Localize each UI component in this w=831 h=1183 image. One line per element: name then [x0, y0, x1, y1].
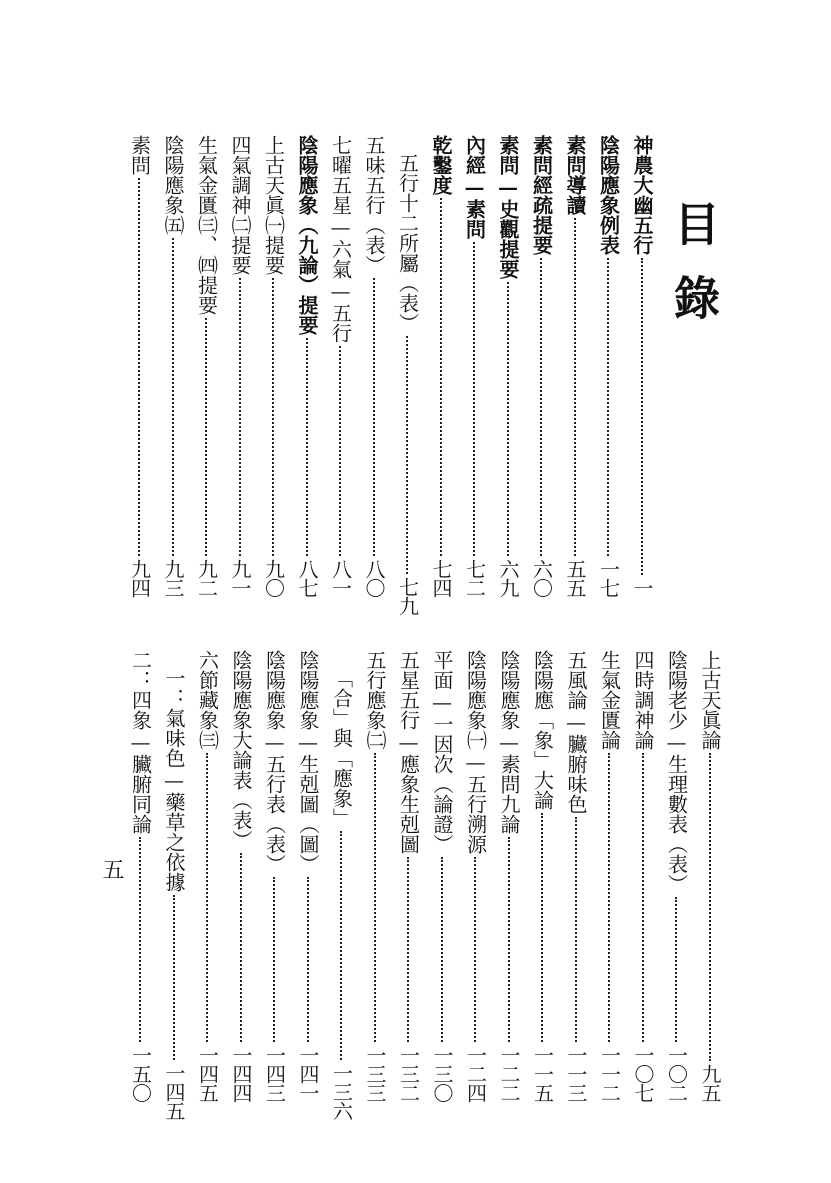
toc-entry-label: 五味五行（表）: [362, 135, 386, 275]
dot-leader: [206, 753, 208, 1042]
toc-entry-label: 陰陽應象—素問九論: [497, 650, 521, 834]
toc-entry-label: 四時調神論: [631, 650, 655, 750]
toc-entry-page: 一一二: [597, 1045, 622, 1102]
toc-entry: [660, 650, 693, 1102]
toc-entry-page: 七四: [429, 559, 453, 597]
toc-entry: [458, 135, 491, 597]
toc-entry: [392, 650, 425, 1102]
toc-entry-page: 一四五: [195, 1045, 220, 1102]
toc-entry-page: 一: [630, 578, 654, 597]
toc-entry-page: 一四五: [162, 1063, 186, 1120]
toc-entry: [223, 135, 256, 597]
toc-entry-label: 陰陽應象（九論）提要: [295, 135, 319, 335]
toc-entry: [123, 135, 156, 597]
toc-entry-page: 九四: [127, 559, 152, 597]
toc-entry: [357, 135, 390, 597]
toc-entry-label: 上古天眞㈠提要: [261, 135, 286, 275]
toc-entry-page: 九二: [194, 559, 219, 597]
toc-entry-page: 七九: [395, 577, 420, 615]
toc-entry: [391, 135, 424, 615]
toc-entry-page: 一二二: [497, 1045, 521, 1102]
dot-leader: [205, 318, 207, 556]
toc-entry: [525, 135, 558, 597]
toc-entry-page: 八〇: [362, 559, 386, 597]
toc-entry-label: 一：氣味色—藥草之依據: [162, 668, 186, 892]
toc-entry: [559, 650, 592, 1102]
toc-entry-label: 平面—一因次（論證）: [430, 650, 454, 854]
toc-entry-label: 素問—史觀提要: [496, 135, 520, 279]
toc-entry: [592, 135, 625, 597]
toc-entry-label: 上古天眞論: [698, 650, 722, 750]
toc-entry-label: 陰陽應象㈤: [161, 135, 185, 235]
dot-leader: [641, 258, 643, 575]
dot-leader: [339, 346, 341, 556]
dot-leader: [642, 753, 644, 1042]
toc-entry-page: 一四四: [229, 1045, 253, 1102]
toc-entry-page: 九〇: [261, 559, 286, 597]
toc-entry: [157, 650, 190, 1120]
dot-leader: [173, 895, 175, 1060]
toc-entry: [593, 650, 626, 1102]
toc-entry-page: 一五〇: [128, 1045, 153, 1102]
toc-entry-page: 一三三: [363, 1045, 387, 1102]
toc-entry-page: 九五: [698, 1064, 722, 1102]
toc-entry-label: 六節藏象㈢: [195, 650, 220, 750]
dot-leader: [541, 813, 543, 1042]
dot-leader: [407, 857, 409, 1042]
toc-entry-label: 二：四象—臟腑同論: [128, 650, 153, 834]
toc-entry-page: 一〇二: [664, 1045, 689, 1102]
dot-leader: [608, 753, 610, 1042]
dot-leader: [607, 258, 609, 556]
toc-entry-label: 生氣金匱㈢、㈣提要: [194, 135, 219, 315]
toc-entry-page: 一三二: [396, 1045, 421, 1102]
dot-leader: [474, 857, 476, 1042]
toc-entry-label: 五行十二所屬（表）: [395, 153, 420, 333]
toc-entry-label: 素問經疏提要: [529, 135, 554, 255]
toc-entry: [491, 135, 524, 597]
toc-entry-page: 九三: [161, 559, 185, 597]
dot-leader: [441, 857, 443, 1042]
toc-entry: [625, 135, 658, 597]
toc-entry-page: 六〇: [529, 559, 554, 597]
toc-entry: [492, 650, 525, 1102]
toc-entry: [693, 650, 726, 1102]
toc-entry-page: 五五: [563, 559, 587, 597]
toc-entry: [124, 650, 157, 1102]
dot-leader: [307, 877, 309, 1042]
toc-entry: [325, 650, 358, 1120]
toc-entry: [358, 650, 391, 1102]
dot-leader: [508, 837, 510, 1042]
dot-leader: [540, 258, 542, 556]
toc-entry: [424, 135, 457, 597]
toc-entry-label: 乾鑿度: [429, 135, 453, 195]
toc-entry-label: 陰陽老少—生理數表（表）: [664, 650, 689, 894]
toc-entry-page: 一一五: [530, 1045, 555, 1102]
toc-entry-page: 八七: [295, 559, 319, 597]
toc-entry-label: 陰陽應象大論表（表）: [229, 650, 253, 850]
dot-leader: [709, 753, 711, 1061]
toc-entry: [190, 135, 223, 597]
toc-entry-page: 一三〇: [430, 1045, 454, 1102]
toc-entry-page: 一二四: [463, 1045, 488, 1102]
toc-entry: [291, 650, 324, 1102]
dot-leader: [675, 897, 677, 1042]
toc-entry: [558, 135, 591, 597]
toc-entry-label: 素問導讀: [563, 135, 587, 215]
toc-entry-label: 五行應象㈡: [363, 650, 387, 750]
dot-leader: [406, 336, 408, 574]
toc-entry: [425, 650, 458, 1102]
toc-entry-page: 一七: [596, 559, 621, 597]
page-number: 五: [99, 858, 124, 880]
toc-entry-label: 陰陽應象㈠—五行溯源: [463, 650, 488, 854]
toc-entry-label: 七曜五星—六氣—五行: [328, 135, 353, 343]
toc-entry-page: 六九: [496, 559, 520, 597]
dot-leader: [138, 178, 140, 556]
toc-entry-page: 七二: [462, 559, 487, 597]
toc-entry: [191, 650, 224, 1102]
toc-entry-label: 內經—素問: [462, 135, 487, 239]
dot-leader: [273, 877, 275, 1042]
page-title: 目錄: [667, 200, 721, 348]
toc-entry-label: 五星五行—應象生剋圖: [396, 650, 421, 854]
toc-entry: [626, 650, 659, 1102]
dot-leader: [507, 282, 509, 556]
dot-leader: [574, 218, 576, 556]
toc-entry: [526, 650, 559, 1102]
dot-leader: [172, 238, 174, 556]
dot-leader: [139, 837, 141, 1042]
dot-leader: [340, 831, 342, 1060]
dot-leader: [440, 198, 442, 556]
toc-entry-page: 一〇七: [631, 1045, 655, 1102]
toc-entry-page: 八一: [328, 559, 353, 597]
toc-entry: [258, 650, 291, 1102]
toc-entry: [224, 650, 257, 1102]
toc-entry: [459, 650, 492, 1102]
dot-leader: [240, 853, 242, 1042]
toc-entry-label: 五風論—臟腑味色: [564, 650, 588, 814]
toc-entry: [257, 135, 290, 597]
dot-leader: [374, 753, 376, 1042]
toc-entry-page: 一四一: [296, 1045, 320, 1102]
toc-entry-label: 陰陽應象—五行表（表）: [262, 650, 287, 874]
dot-leader: [272, 278, 274, 556]
dot-leader: [306, 338, 308, 556]
toc-entry-label: 素問: [127, 135, 152, 175]
toc-entry-label: 生氣金匱論: [597, 650, 622, 750]
toc-entry-label: 陰陽應象—生剋圖（圖）: [296, 650, 320, 874]
toc-entry-page: 一一三: [564, 1045, 588, 1102]
toc-entry-page: 九一: [228, 559, 252, 597]
toc-entry-page: 一四三: [262, 1045, 287, 1102]
dot-leader: [373, 278, 375, 556]
dot-leader: [239, 278, 241, 556]
dot-leader: [473, 242, 475, 556]
toc-entry-label: 「合」與「應象」: [329, 668, 354, 828]
toc-entry: [324, 135, 357, 597]
toc-entry: [156, 135, 189, 597]
toc-entry-label: 神農大幽五行: [630, 135, 654, 255]
dot-leader: [575, 817, 577, 1042]
toc-entry-label: 陰陽應「象」大論: [530, 650, 555, 810]
toc-entry: [290, 135, 323, 597]
toc-entry-label: 陰陽應象例表: [596, 135, 621, 255]
toc-entry-label: 四氣調神㈡提要: [228, 135, 252, 275]
toc-entry-page: 一三六: [329, 1063, 354, 1120]
